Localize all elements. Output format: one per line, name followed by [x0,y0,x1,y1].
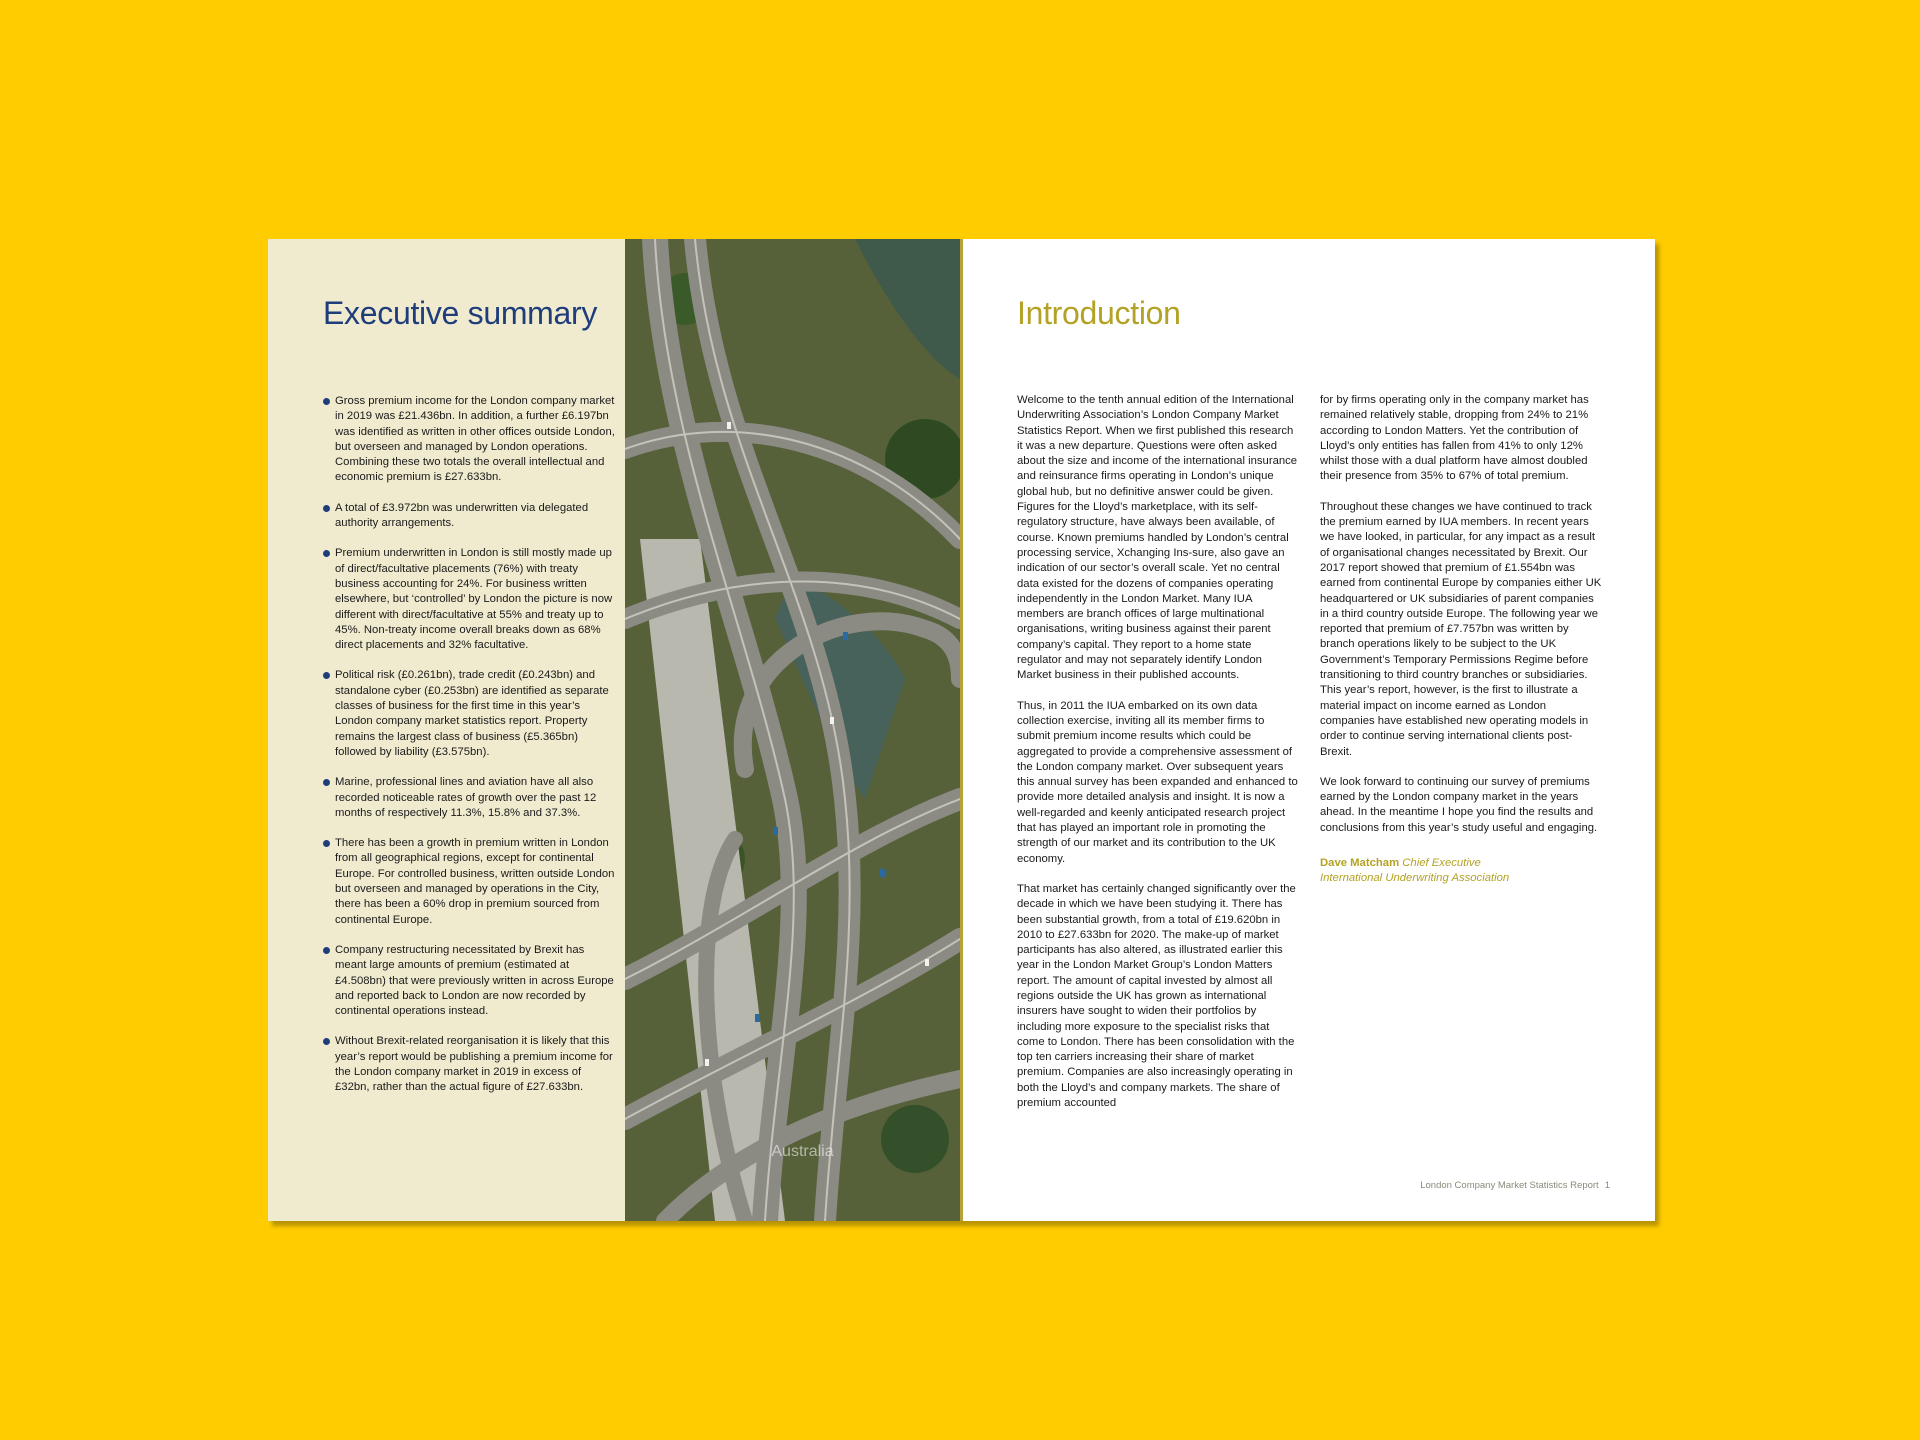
summary-bullet: Company restructuring necessitated by Brexit has meant large amounts of premium (estimated at £4.508bn) that were previously written in across Europe and reported back to London are now recorded by continental operations instead. [323,943,615,1019]
summary-bullet: Political risk (£0.261bn), trade credit (£0.243bn) and standalone cyber (£0.253bn) are identified as separate classes of business for the first time in this year’s London company market statistics report. Property remains the largest class of business (£5.365bn) followed by liability (£3.575bn). [323,668,615,760]
signature-block [1320,856,1602,887]
page-number: 1 [1604,1180,1610,1191]
bullet-dot-icon [323,947,330,954]
executive-summary-title: Executive summary [323,295,598,331]
introduction-title: Introduction [1017,295,1181,331]
bullet-dot-icon [323,398,330,405]
highway-interchange-photo [625,239,960,1221]
intro-column-right [1320,393,1602,887]
right-page [963,239,1655,1221]
bullet-dot-icon [323,550,330,557]
intro-paragraph: Thus, in 2011 the IUA embarked on its own data collection exercise, inviting all its member firms to submit premium income results which could be aggregated to provide a comprehensive assessment of the London company market. Over subsequent years this annual survey has been expanded and enhanced to provide more detailed analysis and insight. It is now a well-regarded and keenly anticipated research project that has played an important role in promoting the strength of our market and its contribution to the UK economy. [1017,699,1298,865]
summary-bullet: There has been a growth in premium written in London from all geographical regions, except for continental Europe. For controlled business, written outside London but overseen and managed by operations in the City, there has been a 60% drop in premium sourced from continental Europe. [323,836,615,928]
bullet-dot-icon [323,505,330,512]
bullet-dot-icon [323,1038,330,1045]
photo-location-caption: Australia [771,1143,834,1160]
bullet-dot-icon [323,840,330,847]
signatory-organisation: International Underwriting Association [1320,872,1510,885]
left-page [268,239,625,1221]
intro-paragraph: for by firms operating only in the company market has remained relatively stable, dropping from 24% to 21% according to London Matters. Yet the contribution of Lloyd’s only entities has fallen from 41% to only 12% whilst those with a dual platform have almost doubled their presence from 35% to 67% of total premium. [1320,394,1589,483]
summary-bullet: Marine, professional lines and aviation have all also recorded noticeable rates of growth over the past 12 months of respectively 11.3%, 15.8% and 37.3%. [323,775,615,821]
page-footer [1420,1180,1610,1191]
intro-paragraph: We look forward to continuing our survey of premiums earned by the London company market in the years ahead. In the meantime I hope you find the results and conclusions from this year’s study useful and engaging. [1320,775,1598,834]
aerial-highway-illustration [625,239,960,1221]
intro-paragraph: Welcome to the tenth annual edition of the International Underwriting Association’s London Company Market Statistics Report. When we first published this research it was a new departure. Questions were often asked about the size and income of the international insurance and reinsurance firms operating in London’s unique global hub, but no definitive answer could be given. Figures for the Lloyd’s marketplace, with its self-regulatory structure, have always been available, of course. Known premiums handled by London’s central processing service, Xchanging Ins-sure, also gave an indication of our sector’s overall scale. Yet no central data existed for the dozens of companies operating independently in the London Market. Many IUA members are branch offices of large multinational organisations, writing business against their parent company’s capital. They report to a home state regulator and may not separately identify London Market business in their published accounts. [1017,394,1298,682]
bullet-dot-icon [323,779,330,786]
bullet-dot-icon [323,672,330,679]
intro-paragraph: That market has certainly changed significantly over the decade in which we have been studying it. There has been substantial growth, from a total of £19.620bn in 2010 to £27.633bn for 2020. The make-up of market participants has also altered, as illustrated earlier this year in the London Market Group’s London Matters report. The amount of capital invested by almost all regions outside the UK has grown as international insurers have sought to widen their portfolios by including more exposure to the specialist risks that come to London. There has been consolidation with the top ten carriers increasing their share of market premium. Companies are also increasingly operating in both the Lloyd’s and company markets. The share of premium accounted [1017,882,1296,1110]
summary-bullet: Without Brexit-related reorganisation it is likely that this year’s report would be publishing a premium income for the London company market in 2019 in excess of £32bn, rather than the actual figure of £27.633bn. [323,1034,615,1095]
signatory-name: Dave Matcham [1320,857,1400,870]
intro-column-left [1017,393,1299,1126]
summary-bullet-list [323,394,615,1111]
footer-report-title: London Company Market Statistics Report [1420,1180,1599,1191]
brochure-spread [268,239,1655,1221]
intro-paragraph: Throughout these changes we have continued to track the premium earned by IUA members. In recent years we have looked, in particular, for any impact as a result of organisational changes necessitated by Brexit. Our 2017 report showed that premium of £1.554bn was earned from continental Europe by companies either UK headquartered or UK subsidiaries of parent companies in a third country outside Europe. The following year we reported that premium of £7.757bn was written by branch operations likely to be subject to the UK Government’s Temporary Permissions Regime before transitioning to third country branches or subsidiaries. This year’s report, however, is the first to illustrate a material impact on income earned as London companies have established new operating models in order to continue serving international clients post-Brexit. [1320,500,1602,758]
summary-bullet: Premium underwritten in London is still mostly made up of direct/facultative placements (76%) with treaty business accounting for 24%. For business written elsewhere, but ‘controlled’ by London the picture is now different with direct/facultative at 55% and treaty up to 45%. Non-treaty income overall breaks down as 68% direct placements and 32% facultative. [323,546,615,653]
signatory-role: Chief Executive [1402,857,1481,870]
summary-bullet: Gross premium income for the London company market in 2019 was £21.436bn. In addition, a further £6.197bn was identified as written in other offices outside London, but overseen and managed by London operations. Combining these two totals the overall intellectual and economic premium is £27.633bn. [323,394,615,486]
summary-bullet: A total of £3.972bn was underwritten via delegated authority arrangements. [323,501,615,532]
